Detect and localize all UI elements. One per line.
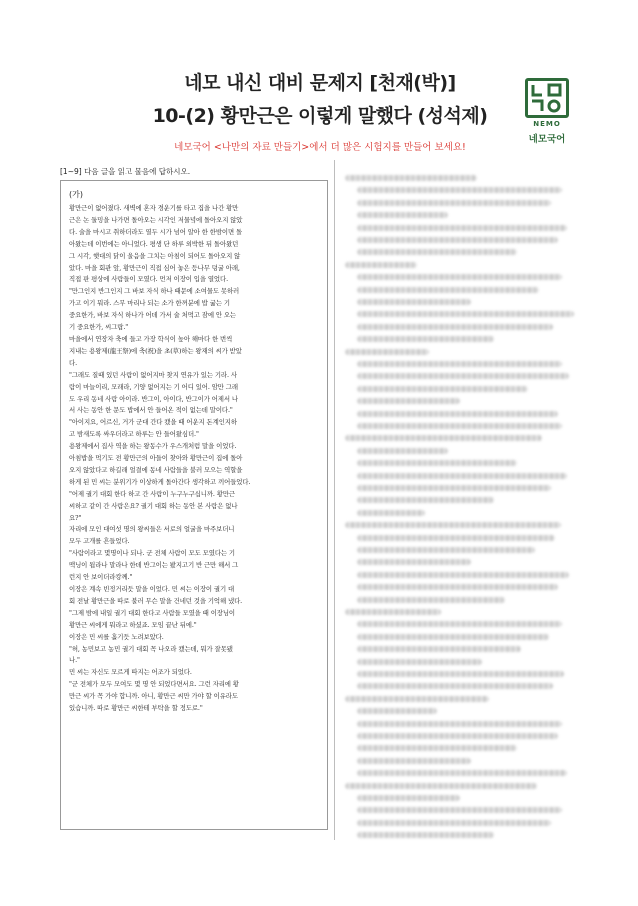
blurred-line — [357, 807, 562, 813]
blurred-line — [357, 398, 460, 404]
passage-line: 아침밥을 먹기도 전 황만근의 아들이 찾아와 황만근이 집에 돌아 — [69, 454, 243, 463]
passage-line: 모두 고개를 흔들었다. — [69, 537, 130, 546]
blurred-line — [357, 535, 555, 541]
passage-line: 아왔는데 이번에는 아니었다. 평생 단 하루 외박한 뒤 돌아왔던 — [69, 239, 239, 248]
blurred-line — [357, 770, 567, 776]
passage-line: 황만근이 없어졌다. 새벽에 혼자 경운기를 타고 집을 나간 황만 — [69, 204, 239, 212]
page-title: 네모 내신 대비 문제지 [천재(박)] — [184, 72, 456, 94]
passage-line: 근은 논 둘밍을 나가면 돌아오는 시각인 저물녘에 돌아오지 않았 — [69, 215, 243, 224]
passage-line: 직접 판 평상에 사람들이 모였다. 먼저 이장이 입을 열었다. — [69, 275, 229, 284]
blurred-line — [357, 820, 551, 826]
passage-box — [60, 180, 328, 830]
passage-line: "그제 밤에 내일 궐기 대회 한다고 사람들 모였을 때 이장님이 — [69, 608, 235, 617]
blurred-line — [357, 287, 539, 293]
passage-line: "허, 농민보고 농민 궐기 대회 꼭 나오라 캤는데, 뭐가 잘못됐 — [69, 644, 233, 653]
blurred-line — [357, 547, 535, 553]
passage-line: 고 밤새도록 싸우더라고 하루는 안 들어왔심더." — [69, 430, 199, 439]
document-header — [0, 0, 638, 170]
blurred-line — [357, 373, 569, 379]
passage-line: 회 전날 황만근을 따로 불러 무슨 말을 건네던 것을 기억해 냈다. — [69, 596, 243, 605]
blurred-line — [357, 448, 448, 454]
blurred-line — [357, 237, 558, 243]
blurred-line — [357, 646, 521, 652]
blurred-line — [345, 783, 537, 789]
logo-english-text: NEMO — [533, 120, 561, 128]
passage-line: "어제 궐기 대회 한다 하고 간 사람이 누구누구십니까. 황만근 — [69, 489, 235, 498]
blurred-line — [357, 423, 562, 429]
passage-line: 런지 안 보이더라캉께." — [69, 573, 133, 582]
passage-line: 다. — [69, 358, 78, 367]
passage-line: 만근 씨가 꼭 가야 합니까. 아니, 황만근 씨만 가야 할 이유라도 — [69, 692, 238, 701]
passage-line: 황만근 씨에게 뭐라고 하셨죠. 모임 끝난 뒤에." — [69, 620, 197, 629]
passage-text — [69, 203, 319, 715]
blurred-line — [357, 584, 558, 590]
passage-line: 다. 술을 마시고 취하더라도 열두 시가 넘어 알아 한 한밤이면 돌 — [69, 227, 243, 236]
blurred-line — [357, 212, 448, 218]
passage-line: 서 사는 동안 한 문도 밥에서 안 들어온 적이 없는데 말이다." — [69, 406, 233, 415]
blurred-line — [357, 473, 567, 479]
passage-line: "그래도 질때 있던 사람이 없어지마 찾지 연유가 있는 기라. 사 — [69, 370, 237, 379]
blurred-line — [357, 671, 564, 677]
blurred-line — [345, 349, 429, 355]
blurred-line — [357, 187, 562, 193]
passage-line: 오지 않았다고 하길래 얼결에 동네 사람들을 불러 모으는 역할을 — [69, 465, 243, 474]
blurred-line — [345, 435, 542, 441]
passage-line: "사람이라고 몇명이나 되나. 군 전체 사람이 모도 모였다는 기 — [69, 549, 235, 558]
passage-line: 자리에 모인 대여섯 명의 왕씨들은 서로의 얼굴을 마주보더니 — [69, 525, 235, 534]
blurred-line — [345, 262, 417, 268]
passage-line: "아이지요, 어르신, 거가 군대 간다 캤을 때 어운지 돈계인지하 — [69, 418, 237, 427]
passage-line: 마을에서 연장자 축에 들고 가장 학식이 높아 해마다 한 번씩 — [69, 334, 233, 343]
blurred-line — [357, 386, 528, 392]
passage-label: (가) — [69, 190, 83, 199]
blurred-line — [357, 683, 553, 689]
passage-line: 그 시각, 햇대의 닭이 울음을 그치는 아침이 되어도 돌아오지 않 — [69, 251, 241, 260]
blurred-line — [357, 299, 471, 305]
blurred-line — [357, 249, 517, 255]
passage-line: 있습니까. 따로 황만근 씨한테 부탁을 할 정도로." — [69, 704, 203, 713]
blurred-line — [357, 274, 562, 280]
blurred-line — [357, 758, 471, 764]
passage-line: 용왕제에서 집사 역을 하는 왕동수가 우스개처럼 말을 이었다. — [69, 442, 237, 451]
passage-line: 씨하고 같이 간 사람은요? 궐기 대회 하는 동안 본 사람은 없나 — [69, 501, 238, 510]
blurred-line — [357, 634, 549, 640]
blurred-line — [357, 200, 551, 206]
blurred-line — [357, 659, 482, 665]
blurred-line — [345, 696, 489, 702]
blurred-line — [345, 609, 441, 615]
blurred-line — [345, 522, 561, 528]
blurred-questions-area — [345, 165, 585, 845]
passage-line: 이장은 계속 빈정거리듯 말을 이었다. 민 씨는 이장이 궐기 대 — [69, 585, 235, 593]
passage-line: 민 씨는 자신도 모르게 따지는 어조가 되었다. — [69, 668, 192, 677]
column-divider — [334, 160, 335, 840]
question-instruction: [1~9] 다음 글을 읽고 물음에 답하시오. — [60, 167, 191, 176]
blurred-line — [357, 460, 517, 466]
passage-line: 지내는 용왕제(龍王祭)에 축(祝)을 초(草)하는 왕재의 씨가 받았 — [69, 346, 242, 355]
passage-line: 중요한가, 바보 자식 하나가 어데 가서 술 처먹고 잠에 안 오는 — [69, 311, 237, 320]
blurred-line — [357, 795, 460, 801]
passage-line: "군 전체가 모두 모여도 몇 명 안 되었다면서요. 그런 자리에 황 — [69, 680, 239, 689]
passage-line: 요?" — [69, 513, 82, 522]
blurred-line — [357, 572, 569, 578]
blurred-line — [357, 510, 425, 516]
blurred-line — [357, 832, 494, 838]
blurred-line — [357, 225, 567, 231]
blurred-line — [357, 745, 517, 751]
passage-line: 도 우리 동네 사람 아이라. 반그이, 아이다, 반그이가 어제서 나 — [69, 394, 238, 403]
passage-line: 하게 된 민 씨는 분위기가 이상하게 돌아간다 생각하고 끼어들었다. — [69, 477, 251, 486]
passage-line: 기 중요한가, 씨그랍." — [69, 323, 129, 332]
passage-line: 가고 이기 뭐라. 스무 마리나 되는 소가 한꺼분에 밥 굶는 기 — [69, 299, 230, 308]
page-subtitle: 10-(2) 황만근은 이렇게 말했다 (성석제) — [152, 105, 488, 127]
passage-line: 았다. 마을 회관 앞, 황만근이 직접 심어 놓은 등나무 덩굴 아래, — [69, 263, 240, 272]
blurred-line — [357, 497, 494, 503]
blurred-line — [357, 708, 437, 714]
blurred-line — [357, 733, 558, 739]
passage-line: 이장은 민 씨를 흘기듯 노려보았다. — [69, 632, 164, 641]
blurred-line — [357, 621, 562, 627]
logo-korean-text: 네모국어 — [528, 134, 566, 145]
blurred-line — [357, 361, 562, 367]
blurred-line — [357, 311, 574, 317]
passage-line: 나." — [69, 656, 80, 665]
nemo-logo-icon — [525, 78, 569, 118]
blurred-line — [357, 721, 562, 727]
blurred-line — [345, 175, 477, 181]
blurred-line — [357, 411, 558, 417]
blurred-line — [357, 597, 505, 603]
passage-line: 람이 마늘이리, 모래라, 기양 없어지는 기 어디 있어. 암만 그래 — [69, 382, 238, 391]
blurred-line — [357, 336, 494, 342]
blurred-line — [357, 324, 553, 330]
blurred-line — [357, 559, 471, 565]
passage-line: "만그인지 반그인지 그 바보 자식 하나 때문에 소여물도 못하러 — [69, 287, 240, 296]
blurred-line — [357, 485, 551, 491]
promo-text: 네모국어 <나만의 자료 만들기>에서 더 많은 시험지를 만들어 보세요! — [174, 142, 466, 153]
passage-line: 맥닝이 됩라나 말라나 한데 반그이는 봤지고기 반 근만 해서 그 — [69, 561, 239, 570]
